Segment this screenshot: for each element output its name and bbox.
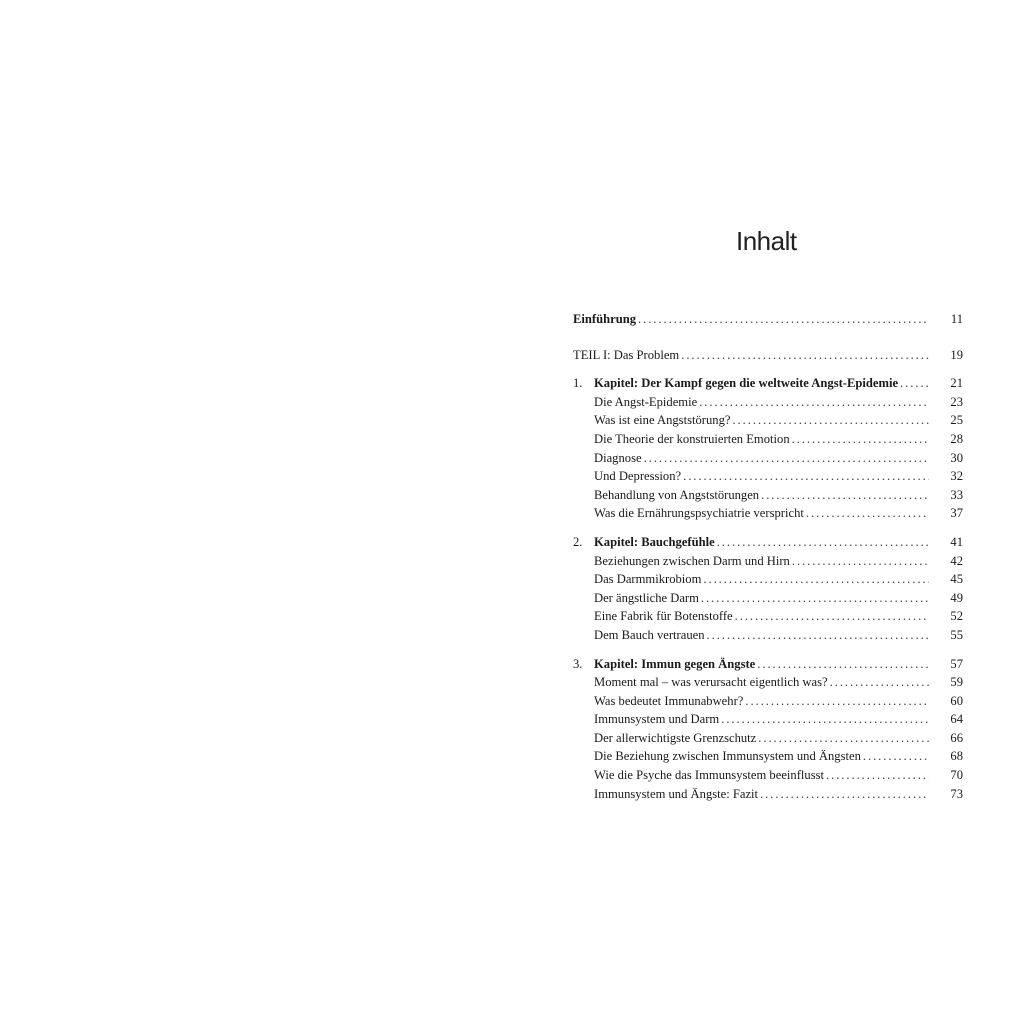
toc-section[interactable] (573, 766, 963, 785)
toc-page-number: 73 (950, 786, 963, 801)
toc-entry-label: Immunsystem und Ängste: Fazit (594, 786, 759, 801)
dot-leader (792, 552, 929, 571)
toc-entry-label: Immunsystem und Darm (594, 712, 720, 727)
toc-section[interactable] (573, 692, 963, 711)
toc-page-number: 49 (950, 590, 963, 605)
dot-leader (761, 486, 929, 505)
toc-entry-label: Diagnose (594, 450, 642, 465)
dot-leader (900, 374, 929, 393)
toc-entry-label: Wie die Psyche das Immunsystem beeinflusst (594, 768, 824, 783)
toc-page-number: 66 (950, 730, 963, 745)
dot-leader (735, 607, 929, 626)
toc-entry-label: Das Darmmikrobiom (594, 572, 702, 587)
toc-entry-label: Dem Bauch vertrauen (594, 627, 705, 642)
chapter-number: 3. (573, 656, 583, 671)
toc-section[interactable] (573, 673, 963, 692)
dot-leader (683, 467, 929, 486)
toc-section[interactable] (573, 589, 963, 608)
toc-section[interactable] (573, 607, 963, 626)
toc-section[interactable] (573, 626, 963, 645)
chapter-number: 1. (573, 376, 583, 391)
toc-entry-label: Einführung (573, 312, 636, 326)
toc-page-number: 33 (950, 487, 963, 502)
toc-section[interactable] (573, 504, 963, 523)
dot-leader (758, 729, 929, 748)
toc-entry-label: Und Depression? (594, 469, 682, 484)
toc-page-number: 41 (950, 534, 963, 549)
page-title: Inhalt (736, 226, 797, 256)
dot-leader (806, 504, 929, 523)
toc-page-number: 52 (950, 609, 963, 624)
toc-section[interactable] (573, 785, 963, 804)
dot-leader (792, 430, 929, 449)
dot-leader (638, 310, 929, 329)
toc-page-number: 45 (950, 572, 963, 587)
toc-page-number: 19 (950, 347, 963, 362)
toc-entry-label: Was ist eine Angststörung? (594, 413, 731, 428)
toc-chapter-3[interactable] (573, 655, 963, 674)
toc-page-number: 55 (950, 627, 963, 642)
toc-page-number: 59 (950, 675, 963, 690)
toc-entry-intro[interactable] (573, 310, 963, 329)
toc-section[interactable] (573, 393, 963, 412)
toc-section[interactable] (573, 552, 963, 571)
toc-entry-label: Moment mal – was verursacht eigentlich was? (594, 675, 828, 690)
dot-leader (863, 747, 929, 766)
dot-leader (701, 589, 929, 608)
toc-page-number: 28 (950, 431, 963, 446)
dot-leader (703, 570, 929, 589)
dot-leader (644, 449, 929, 468)
toc-entry-label: Die Beziehung zwischen Immunsystem und Ängsten (594, 749, 861, 764)
toc-page-number: 37 (950, 506, 963, 521)
toc-entry-part-1[interactable] (573, 346, 963, 365)
toc-entry-label: Behandlung von Angststörungen (594, 487, 760, 502)
toc-page-number: 23 (950, 394, 963, 409)
toc-section[interactable] (573, 430, 963, 449)
dot-leader (826, 766, 929, 785)
toc-page-number: 57 (950, 656, 963, 671)
toc-entry-label: Kapitel: Bauchgefühle (594, 534, 715, 549)
toc-page-number: 64 (950, 712, 963, 727)
dot-leader (830, 673, 929, 692)
dot-leader (760, 785, 929, 804)
toc-entry-label: Eine Fabrik für Botenstoffe (594, 609, 733, 624)
toc-entry-label: Was bedeutet Immunabwehr? (594, 693, 744, 708)
dot-leader (707, 626, 930, 645)
dot-leader (699, 393, 929, 412)
toc-section[interactable] (573, 570, 963, 589)
dot-leader (757, 655, 929, 674)
toc-page-number: 68 (950, 749, 963, 764)
toc-section[interactable] (573, 747, 963, 766)
toc-page-number: 70 (950, 768, 963, 783)
toc-section[interactable] (573, 467, 963, 486)
toc-entry-label: Kapitel: Der Kampf gegen die weltweite Angst-Epidemie (594, 376, 899, 391)
toc-entry-label: Kapitel: Immun gegen Ängste (594, 656, 756, 671)
dot-leader (681, 346, 929, 365)
toc-chapter-1[interactable] (573, 374, 963, 393)
dot-leader (745, 692, 929, 711)
table-of-contents (573, 310, 963, 803)
toc-entry-label: Der ängstliche Darm (594, 590, 699, 605)
toc-section[interactable] (573, 411, 963, 430)
toc-entry-label: Die Theorie der konstruierten Emotion (594, 431, 790, 446)
dot-leader (721, 710, 929, 729)
dot-leader (732, 411, 929, 430)
toc-page-number: 21 (950, 376, 963, 391)
toc-entry-label: Was die Ernährungspsychiatrie verspricht (594, 506, 804, 521)
toc-section[interactable] (573, 486, 963, 505)
toc-page-number: 11 (950, 312, 963, 326)
toc-page-number: 42 (950, 553, 963, 568)
toc-section[interactable] (573, 710, 963, 729)
chapter-number: 2. (573, 534, 583, 549)
toc-section[interactable] (573, 729, 963, 748)
toc-page-number: 60 (950, 693, 963, 708)
toc-section[interactable] (573, 449, 963, 468)
toc-entry-label: TEIL I: Das Problem (573, 347, 680, 362)
toc-page-number: 30 (950, 450, 963, 465)
toc-entry-label: Beziehungen zwischen Darm und Hirn (594, 553, 790, 568)
toc-entry-label: Der allerwichtigste Grenzschutz (594, 730, 757, 745)
toc-page-number: 32 (950, 469, 963, 484)
toc-entry-label: Die Angst-Epidemie (594, 394, 698, 409)
dot-leader (717, 533, 929, 552)
toc-page-number: 25 (950, 413, 963, 428)
toc-chapter-2[interactable] (573, 533, 963, 552)
